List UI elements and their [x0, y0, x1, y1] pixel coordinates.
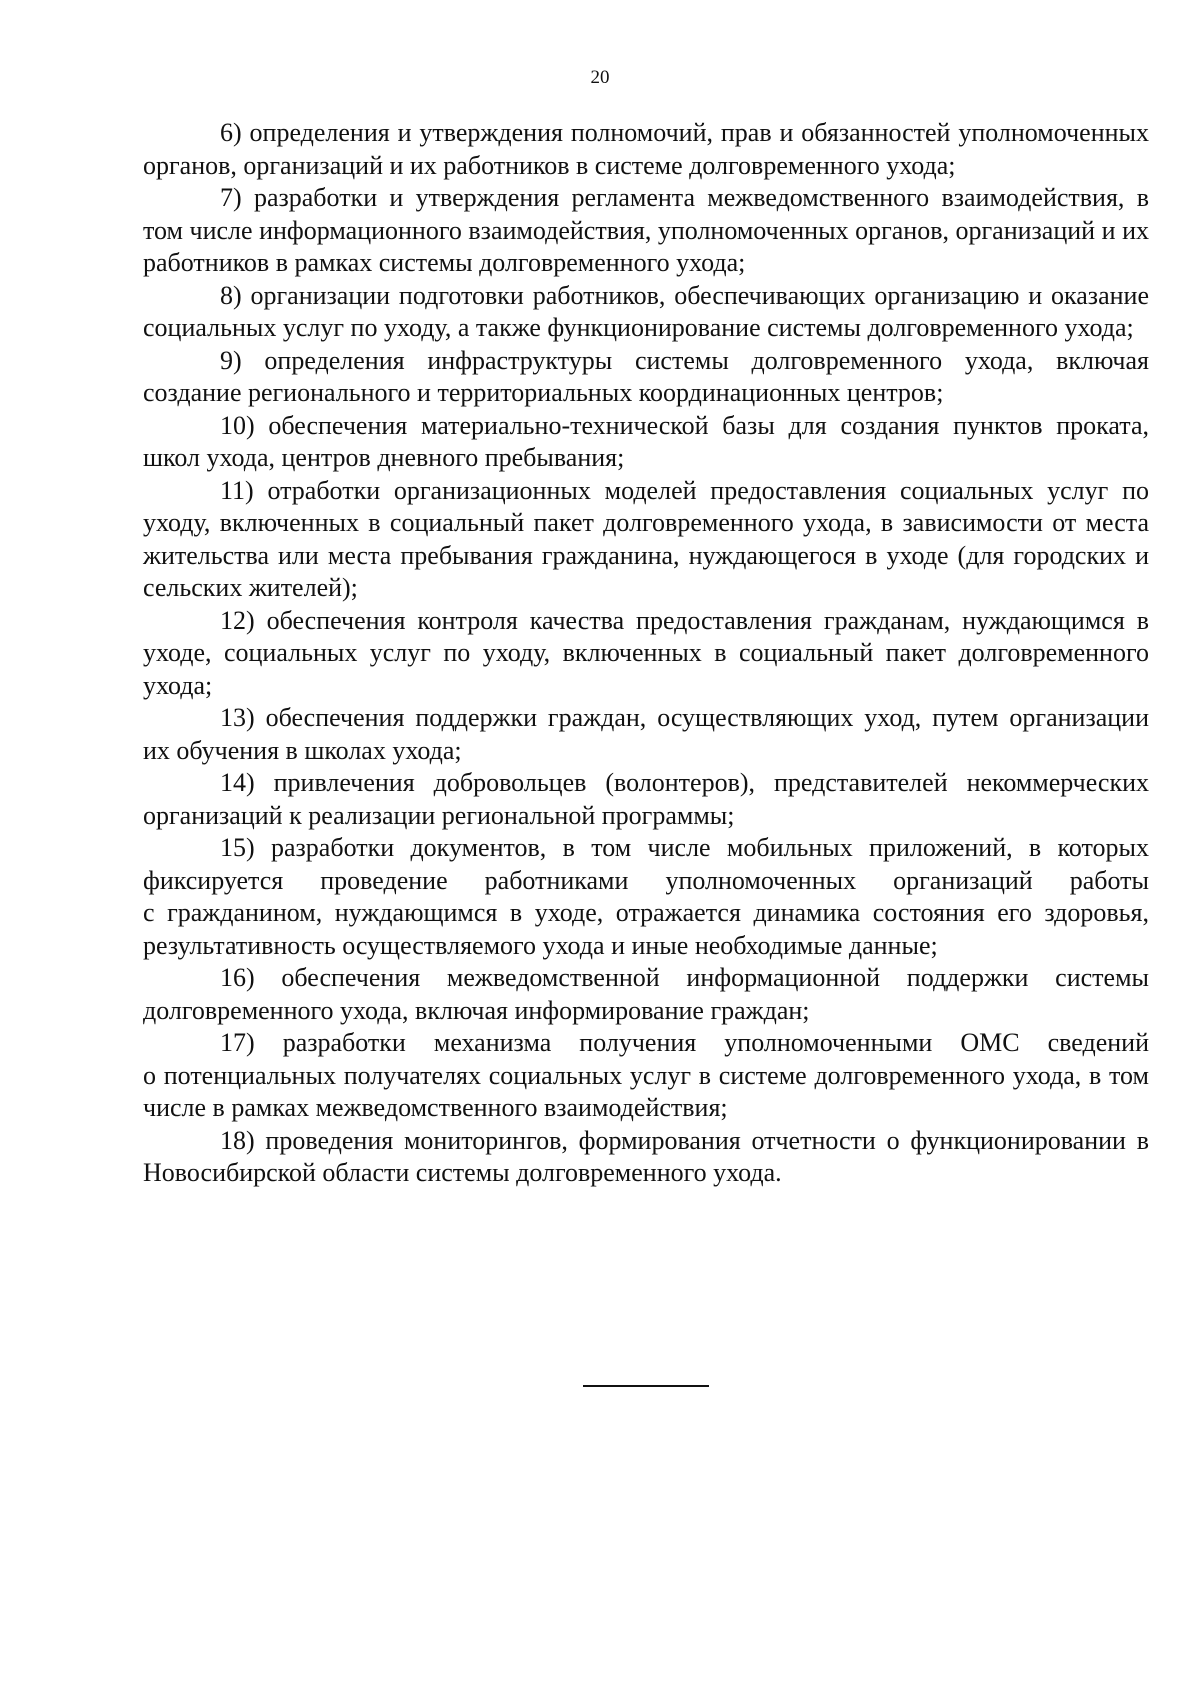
list-item-7: 7) разработки и утверждения регламента межведомственного взаимодействия, в том числе информационного взаимодействия, уполномоченных органов, организаций и их работников в рамках системы долговременного ухода;: [143, 183, 1149, 277]
list-item-11: 11) отработки организационных моделей предоставления социальных услуг по уходу, включенных в социальный пакет долговременного ухода, в зависимости от места жительства или места пребывания гражданина, нуждающегося в уходе (для городских и сельских жителей);: [143, 475, 1149, 602]
list-item-14: 14) привлечения добровольцев (волонтеров), представителей некоммерческих организаций к реализации региональной программы;: [143, 768, 1149, 830]
list-item-18: 18) проведения мониторингов, формирования отчетности о функционировании в Новосибирской области системы долговременного ухода.: [143, 1125, 1149, 1187]
list-item-9: 9) определения инфраструктуры системы долговременного ухода, включая создание регионального и территориальных координационных центров;: [143, 345, 1149, 407]
list-item-6: 6) определения и утверждения полномочий, прав и обязанностей уполномоченных органов, организаций и их работников в системе долговременного ухода;: [143, 118, 1149, 180]
page-number: 20: [590, 67, 610, 88]
list-item-12: 12) обеспечения контроля качества предоставления гражданам, нуждающимся в уходе, социальных услуг по уходу, включенных в социальный пакет долговременного ухода;: [143, 605, 1149, 700]
list-item-15: 15) разработки документов, в том числе мобильных приложений, в которых фиксируется проведение работниками уполномоченных организаций работы с гражданином, нуждающимся в уходе, отражается динамика состояния его здоровья, результативность осуществляемого ухода и иные необходимые данные;: [143, 833, 1149, 960]
list-item-13: 13) обеспечения поддержки граждан, осуществляющих уход, путем организации их обучения в школах ухода;: [143, 703, 1149, 765]
list-item-10: 10) обеспечения материально-технической базы для создания пунктов проката, школ ухода, центров дневного пребывания;: [143, 410, 1149, 472]
document-body: [143, 117, 1149, 1190]
list-item-16: 16) обеспечения межведомственной информационной поддержки системы долговременного ухода, включая информирование граждан;: [143, 963, 1149, 1025]
end-of-document-rule: [583, 1385, 709, 1387]
list-item-17: 17) разработки механизма получения уполномоченными ОМС сведений о потенциальных получателях социальных услуг в системе долговременного ухода, в том числе в рамках межведомственного взаимодействия;: [143, 1028, 1149, 1122]
list-item-8: 8) организации подготовки работников, обеспечивающих организацию и оказание социальных услуг по уходу, а также функционирование системы долговременного ухода;: [143, 280, 1149, 342]
